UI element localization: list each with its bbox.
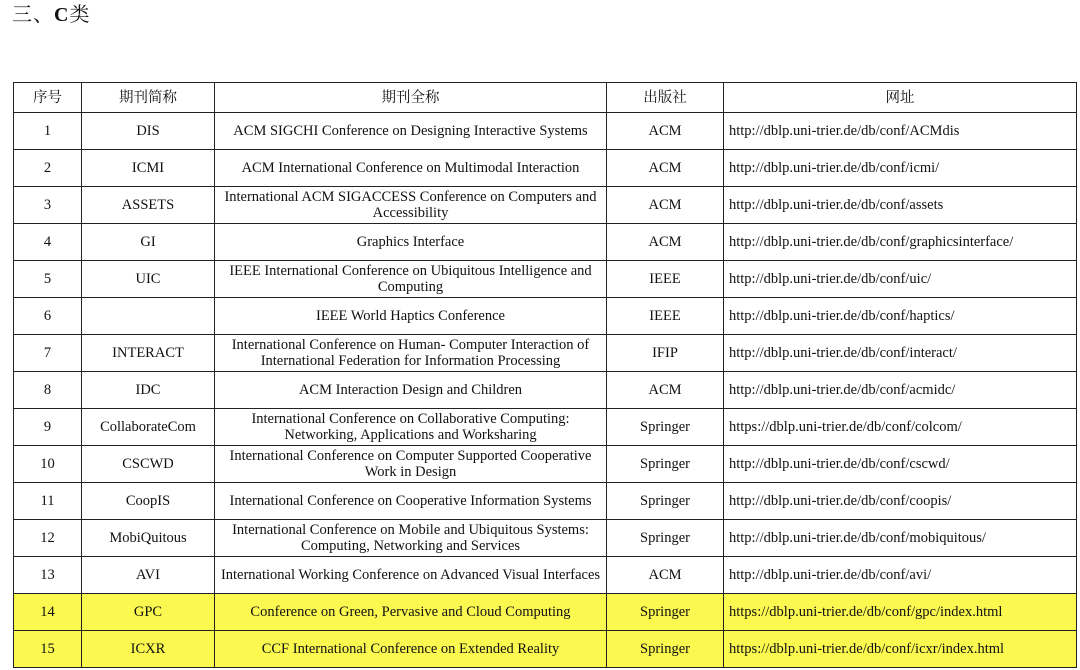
row-url: https://dblp.uni-trier.de/db/conf/gpc/index.html [724, 594, 1077, 631]
heading-letter: C [54, 4, 70, 26]
table-row [14, 631, 1077, 668]
row-full-name: International Conference on Cooperative Information Systems [215, 483, 607, 520]
row-publisher: IEEE [607, 261, 724, 298]
row-abbreviation: ICXR [82, 631, 215, 668]
header-abbreviation: 期刊简称 [82, 83, 215, 113]
row-number: 12 [14, 520, 82, 557]
row-number: 10 [14, 446, 82, 483]
row-publisher: ACM [607, 224, 724, 261]
row-url: http://dblp.uni-trier.de/db/conf/haptics/ [724, 298, 1077, 335]
table-row [14, 483, 1077, 520]
table-row [14, 224, 1077, 261]
row-url: http://dblp.uni-trier.de/db/conf/ACMdis [724, 113, 1077, 150]
row-url: http://dblp.uni-trier.de/db/conf/avi/ [724, 557, 1077, 594]
row-publisher: Springer [607, 483, 724, 520]
row-publisher: ACM [607, 150, 724, 187]
row-abbreviation: GI [82, 224, 215, 261]
row-number: 15 [14, 631, 82, 668]
row-url: http://dblp.uni-trier.de/db/conf/coopis/ [724, 483, 1077, 520]
row-full-name: International Conference on Mobile and Ubiquitous Systems: Computing, Networking and Services [215, 520, 607, 557]
row-publisher: Springer [607, 446, 724, 483]
row-publisher: Springer [607, 409, 724, 446]
row-abbreviation: IDC [82, 372, 215, 409]
header-number: 序号 [14, 83, 82, 113]
section-heading [12, 2, 90, 28]
row-abbreviation: CollaborateCom [82, 409, 215, 446]
row-full-name: ACM Interaction Design and Children [215, 372, 607, 409]
table-row [14, 150, 1077, 187]
row-url: http://dblp.uni-trier.de/db/conf/uic/ [724, 261, 1077, 298]
table-row [14, 446, 1077, 483]
row-abbreviation [82, 298, 215, 335]
table-row [14, 409, 1077, 446]
row-number: 7 [14, 335, 82, 372]
table-row [14, 261, 1077, 298]
conference-table [13, 82, 1077, 668]
row-abbreviation: ASSETS [82, 187, 215, 224]
row-abbreviation: DIS [82, 113, 215, 150]
table-row [14, 113, 1077, 150]
row-full-name: ACM SIGCHI Conference on Designing Interactive Systems [215, 113, 607, 150]
row-url: https://dblp.uni-trier.de/db/conf/colcom/ [724, 409, 1077, 446]
row-abbreviation: CSCWD [82, 446, 215, 483]
row-full-name: International Conference on Collaborative Computing: Networking, Applications and Worksharing [215, 409, 607, 446]
row-number: 2 [14, 150, 82, 187]
heading-prefix: 三、 [12, 4, 54, 26]
row-number: 5 [14, 261, 82, 298]
heading-suffix: 类 [69, 4, 91, 26]
table-row [14, 372, 1077, 409]
row-url: http://dblp.uni-trier.de/db/conf/graphicsinterface/ [724, 224, 1077, 261]
table-row [14, 594, 1077, 631]
row-number: 1 [14, 113, 82, 150]
row-url: https://dblp.uni-trier.de/db/conf/icxr/index.html [724, 631, 1077, 668]
row-full-name: IEEE International Conference on Ubiquitous Intelligence and Computing [215, 261, 607, 298]
table-row [14, 557, 1077, 594]
row-abbreviation: CoopIS [82, 483, 215, 520]
row-publisher: ACM [607, 372, 724, 409]
row-publisher: ACM [607, 187, 724, 224]
row-number: 9 [14, 409, 82, 446]
row-number: 14 [14, 594, 82, 631]
row-abbreviation: ICMI [82, 150, 215, 187]
row-full-name: CCF International Conference on Extended Reality [215, 631, 607, 668]
row-number: 4 [14, 224, 82, 261]
row-abbreviation: MobiQuitous [82, 520, 215, 557]
row-url: http://dblp.uni-trier.de/db/conf/cscwd/ [724, 446, 1077, 483]
header-url: 网址 [724, 83, 1077, 113]
row-publisher: IEEE [607, 298, 724, 335]
row-publisher: Springer [607, 594, 724, 631]
row-url: http://dblp.uni-trier.de/db/conf/icmi/ [724, 150, 1077, 187]
row-number: 11 [14, 483, 82, 520]
row-url: http://dblp.uni-trier.de/db/conf/mobiquitous/ [724, 520, 1077, 557]
row-publisher: Springer [607, 631, 724, 668]
row-number: 6 [14, 298, 82, 335]
row-number: 8 [14, 372, 82, 409]
table-row [14, 520, 1077, 557]
row-publisher: ACM [607, 113, 724, 150]
table-row [14, 335, 1077, 372]
header-publisher: 出版社 [607, 83, 724, 113]
row-abbreviation: UIC [82, 261, 215, 298]
row-full-name: International Working Conference on Advanced Visual Interfaces [215, 557, 607, 594]
row-publisher: Springer [607, 520, 724, 557]
row-publisher: ACM [607, 557, 724, 594]
table-row [14, 187, 1077, 224]
table-row [14, 298, 1077, 335]
row-full-name: International Conference on Human- Computer Interaction of International Federation for Information Processing [215, 335, 607, 372]
table-header-row [14, 83, 1077, 113]
row-number: 3 [14, 187, 82, 224]
row-abbreviation: AVI [82, 557, 215, 594]
row-abbreviation: INTERACT [82, 335, 215, 372]
row-full-name: Graphics Interface [215, 224, 607, 261]
header-full-name: 期刊全称 [215, 83, 607, 113]
row-full-name: International ACM SIGACCESS Conference on Computers and Accessibility [215, 187, 607, 224]
row-full-name: ACM International Conference on Multimodal Interaction [215, 150, 607, 187]
row-abbreviation: GPC [82, 594, 215, 631]
row-number: 13 [14, 557, 82, 594]
row-full-name: Conference on Green, Pervasive and Cloud Computing [215, 594, 607, 631]
row-publisher: IFIP [607, 335, 724, 372]
row-url: http://dblp.uni-trier.de/db/conf/assets [724, 187, 1077, 224]
row-url: http://dblp.uni-trier.de/db/conf/acmidc/ [724, 372, 1077, 409]
table-body [14, 113, 1077, 668]
row-url: http://dblp.uni-trier.de/db/conf/interact/ [724, 335, 1077, 372]
row-full-name: International Conference on Computer Supported Cooperative Work in Design [215, 446, 607, 483]
row-full-name: IEEE World Haptics Conference [215, 298, 607, 335]
